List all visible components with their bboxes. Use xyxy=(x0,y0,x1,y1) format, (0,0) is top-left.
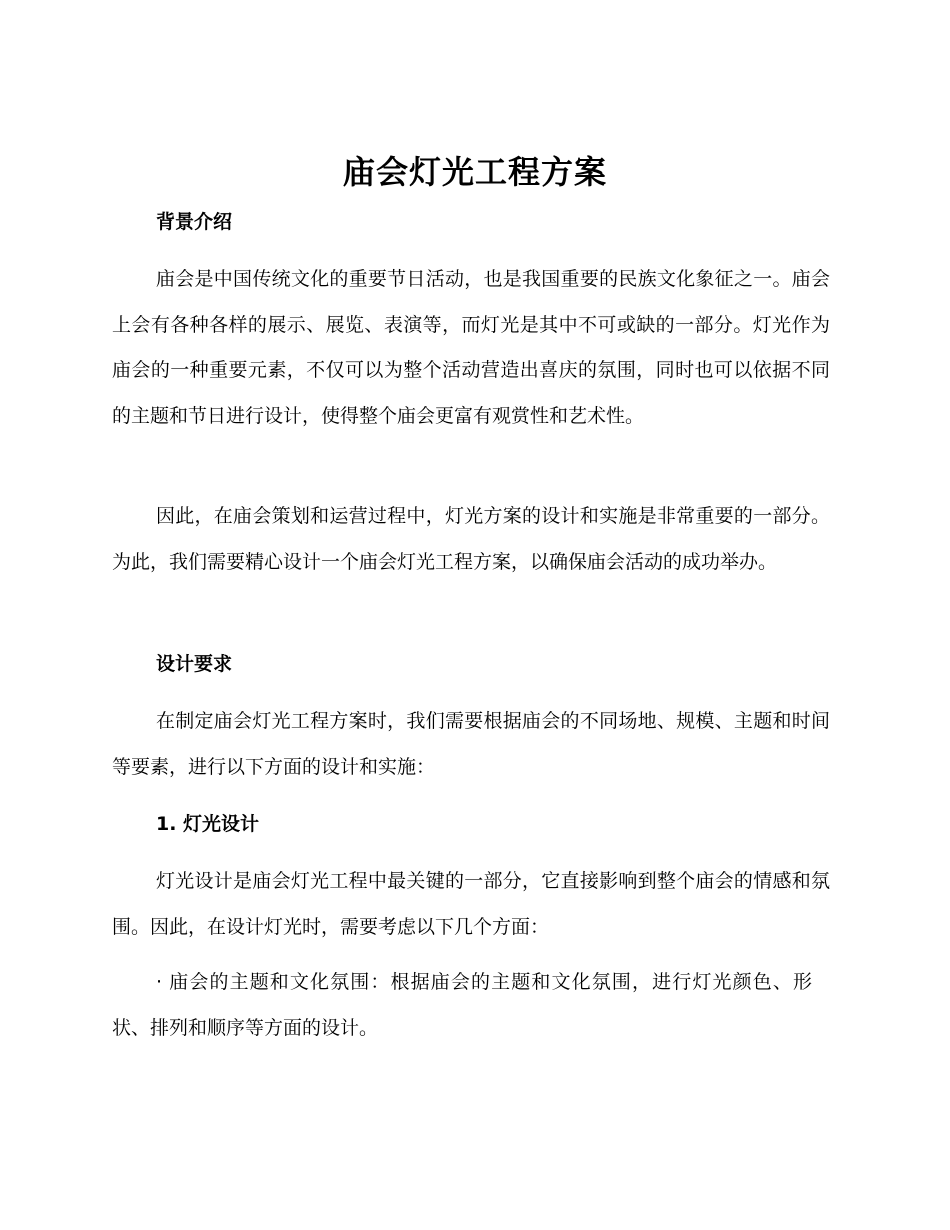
document-title: 庙会灯光工程方案 xyxy=(342,153,607,191)
section-heading-requirements: 设计要求 xyxy=(156,653,233,675)
bullet-item-theme: · 庙会的主题和文化氛围：根据庙会的主题和文化氛围，进行灯光颜色、形状、排列和顺序等方面的设计。 xyxy=(112,971,812,1039)
paragraph-background-2: 因此，在庙会策划和运营过程中，灯光方案的设计和实施是非常重要的一部分。为此，我们需要精心设计一个庙会灯光工程方案，以确保庙会活动的成功举办。 xyxy=(112,505,830,573)
paragraph-background-1: 庙会是中国传统文化的重要节日活动，也是我国重要的民族文化象征之一。庙会上会有各种各样的展示、展览、表演等，而灯光是其中不可或缺的一部分。灯光作为庙会的一种重要元素，不仅可以为整个活动营造出喜庆的氛围，同时也可以依据不同的主题和节日进行设计，使得整个庙会更富有观赏性和艺术性。 xyxy=(112,268,830,427)
paragraph-lighting-design: 灯光设计是庙会灯光工程中最关键的一部分，它直接影响到整个庙会的情感和氛围。因此，在设计灯光时，需要考虑以下几个方面： xyxy=(112,870,830,938)
section-heading-background: 背景介绍 xyxy=(156,211,233,233)
paragraph-requirements: 在制定庙会灯光工程方案时，我们需要根据庙会的不同场地、规模、主题和时间等要素，进行以下方面的设计和实施： xyxy=(112,710,830,778)
section-heading-lighting-design: 1. 灯光设计 xyxy=(156,813,260,835)
